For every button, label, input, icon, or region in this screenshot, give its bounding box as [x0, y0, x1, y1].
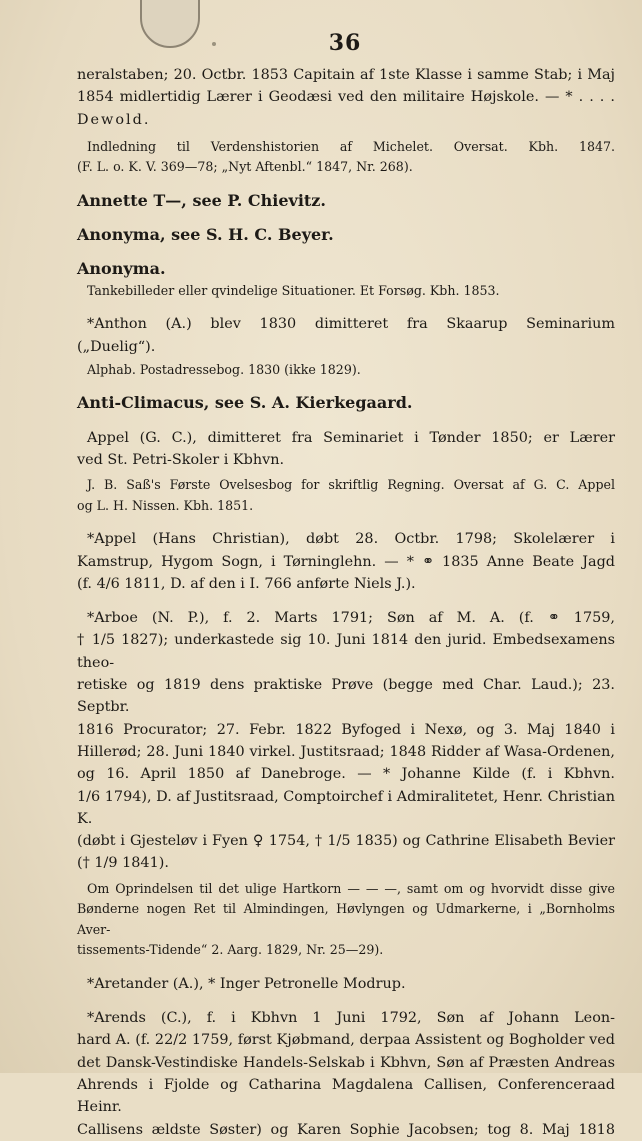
- text-line: *Arends (C.), f. i Kbhvn 1 Juni 1792, Søn af Johann Leon-: [87, 1010, 615, 1027]
- text-line: Bønderne nogen Ret til Almindingen, Høvlyngen og Udmarkerne, i „Bornholms Aver-: [77, 901, 615, 937]
- text-line: Alphab. Postadressebog. 1830 (ikke 1829).: [87, 361, 361, 377]
- text-line: † 1/5 1827); underkastede sig 10. Juni 1814 den jurid. Embedsexamens theo-: [77, 632, 615, 671]
- text-line: Kamstrup, Hygom Sogn, i Tørninglehn. — * ⚭ 1835 Anne Beate Jagd: [77, 553, 615, 570]
- text-line: *Arboe (N. P.), f. 2. Marts 1791; Søn af M. A. (f. ⚭ 1759,: [87, 610, 615, 627]
- text-line: ved St. Petri-Skoler i Kbhvn.: [77, 451, 285, 468]
- text-line: Om Oprindelsen til det ulige Hartkorn — — —, samt om og hvorvidt disse give: [87, 880, 615, 896]
- text-line: Indledning til Verdenshistorien af Michelet. Oversat. Kbh. 1847.: [87, 138, 615, 154]
- text-line: og 16. April 1850 af Danebroge. — * Johanne Kilde (f. i Kbhvn.: [77, 766, 615, 783]
- text-line: Hillerød; 28. Juni 1840 virkel. Justitsraad; 1848 Ridder af Wasa-Ordenen,: [77, 743, 615, 760]
- text-line: og L. H. Nissen. Kbh. 1851.: [77, 497, 254, 513]
- text-line: († 1/9 1841).: [77, 855, 169, 872]
- text-line: 1816 Procurator; 27. Febr. 1822 Byfoged i Nexø, og 3. Maj 1840 i: [77, 721, 615, 738]
- text-line: („Duelig“).: [77, 338, 156, 355]
- text-line: Dewold.: [77, 111, 151, 128]
- text-line: hard A. (f. 22/2 1759, først Kjøbmand, derpaa Assistent og Bogholder ved: [77, 1032, 615, 1049]
- text-line: *Anthon (A.) blev 1830 dimitteret fra Skaarup Seminarium: [87, 316, 615, 333]
- text-line: det Dansk-Vestindiske Handels-Selskab i Kbhvn, Søn af Præsten Andreas: [77, 1054, 615, 1071]
- text-line: Anonyma, see S. H. C. Beyer.: [77, 225, 334, 245]
- text-line: Anti-Climacus, see S. A. Kierkegaard.: [77, 393, 413, 413]
- text-line: Appel (G. C.), dimitteret fra Seminariet i Tønder 1850; er Lærer: [87, 429, 615, 446]
- text-line: *Appel (Hans Christian), døbt 28. Octbr. 1798; Skolelærer i: [87, 531, 615, 548]
- text-line: neralstaben; 20. Octbr. 1853 Capitain af 1ste Klasse i samme Stab; i Maj: [77, 67, 615, 83]
- text-line: Ahrends i Fjolde og Catharina Magdalena Callisen, Conferenceraad Heinr.: [77, 1076, 615, 1116]
- text-line: *Aretander (A.), * Inger Petronelle Modrup.: [87, 975, 406, 992]
- text-line: tissements-Tidende“ 2. Aarg. 1829, Nr. 25—29).: [77, 942, 384, 958]
- text-line: 1854 midlertidig Lærer i Geodæsi ved den militaire Højskole. — * . . . .: [77, 89, 615, 106]
- text-line: Callisens ældste Søster) og Karen Sophie Jacobsen; tog 8. Maj 1818: [77, 1121, 615, 1138]
- text-line: (F. L. o. K. V. 369—78; „Nyt Aftenbl.“ 1847, Nr. 268).: [77, 159, 413, 175]
- text-line: Tankebilleder eller qvindelige Situationer. Et Forsøg. Kbh. 1853.: [87, 282, 500, 298]
- text-line: Anonyma.: [77, 259, 166, 279]
- text-line: J. B. Saß's Første Ovelsesbog for skriftlig Regning. Oversat af G. C. Appel: [87, 477, 615, 493]
- text-line: retiske og 1819 dens praktiske Prøve (begge med Char. Laud.); 23. Septbr.: [77, 677, 615, 716]
- text-line: 1/6 1794), D. af Justitsraad, Comptoirchef i Admiralitetet, Henr. Christian K.: [77, 788, 615, 827]
- text-line: Annette T—, see P. Chievitz.: [77, 190, 326, 210]
- text-line: (f. 4/6 1811, D. af den i I. 766 anførte Niels J.).: [77, 575, 416, 592]
- page-number: 36: [328, 30, 362, 56]
- text-line: (døbt i Gjesteløv i Fyen ♀ 1754, † 1/5 1835) og Cathrine Elisabeth Bevier: [77, 833, 615, 850]
- page-body: [77, 64, 615, 1141]
